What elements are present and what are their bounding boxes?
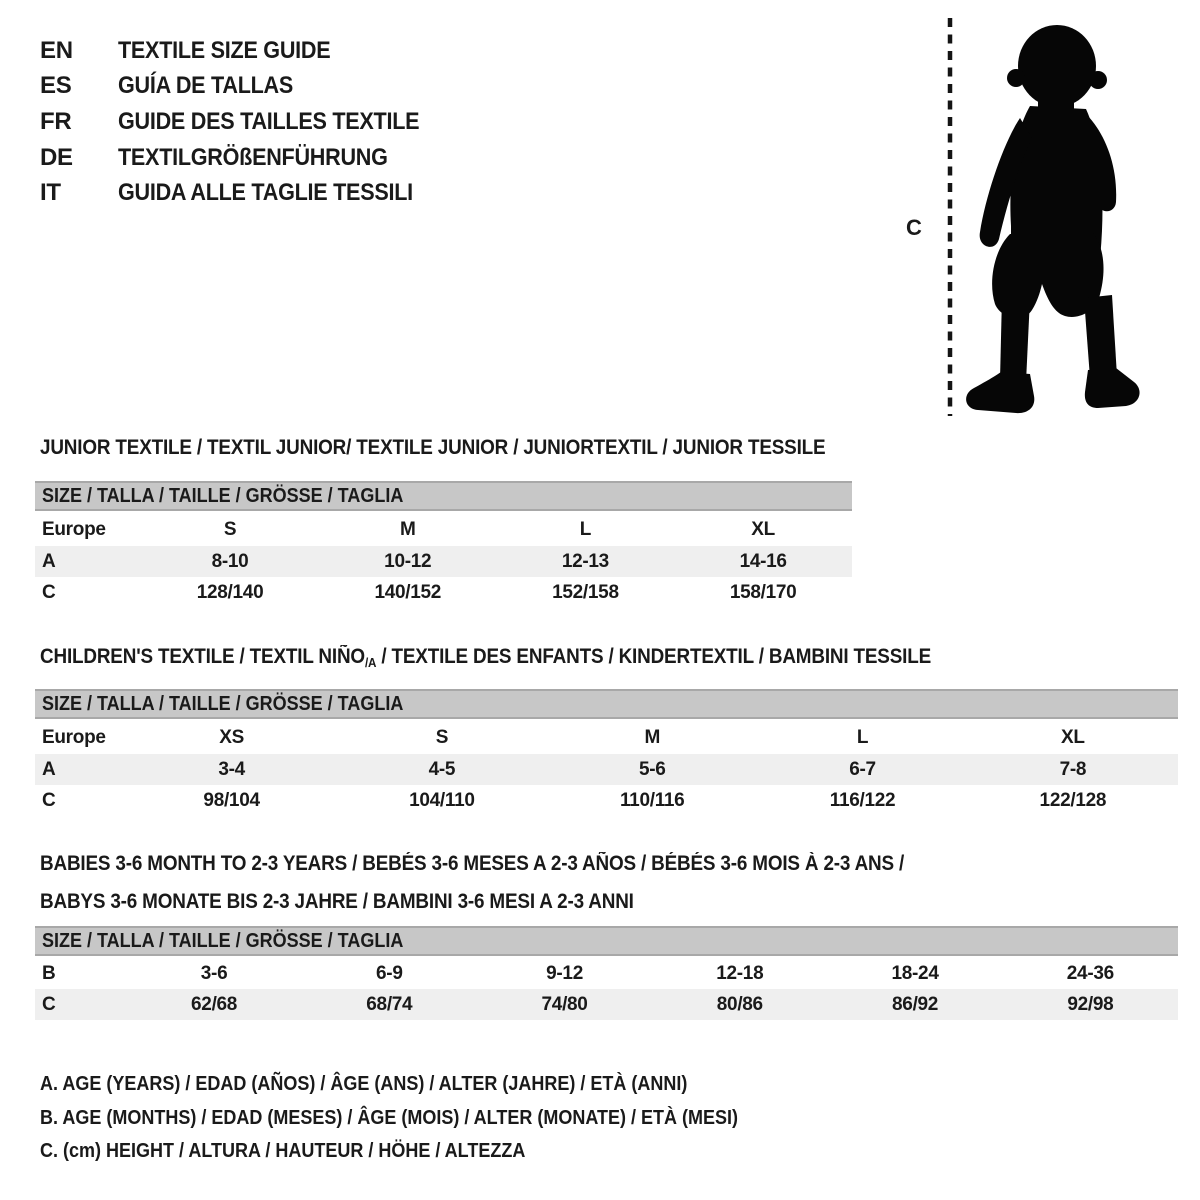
toddler-silhouette-image [938,14,1144,424]
height-cell: 74/80 [541,993,588,1015]
babies-title-line2: BABYS 3-6 MONATE BIS 2-3 JAHRE / BAMBINI 3-6 MESI A 2-3 ANNI [40,890,634,913]
legend-line-c: C. (cm) HEIGHT / ALTURA / HAUTEUR / HÖHE / ALTEZZA [40,1140,526,1162]
size-column-header: XS [219,726,244,748]
children-section-title-text [40,645,931,670]
toddler-silhouette [966,25,1139,413]
legend-line-a-wrap [40,1068,816,1102]
size-column-header: S [435,726,449,748]
language-code: IT [40,179,61,207]
language-code: EN [40,36,73,64]
size-header-bar [35,481,852,511]
size-column-header: XL [751,518,775,540]
age-cell: 12-13 [561,550,609,572]
size-column-header: M [399,518,416,540]
language-row-de [40,140,453,176]
babies-title-line1-wrap [40,845,1000,883]
height-cell: 98/104 [203,789,260,811]
age-months-row [35,958,1178,989]
height-row [35,989,1178,1020]
age-cell: 10-12 [384,550,432,572]
legend-line-b: B. AGE (MONTHS) / EDAD (MESES) / ÂGE (MOIS) / ALTER (MONATE) / ETÀ (MESI) [40,1106,738,1129]
language-row-en [40,33,453,69]
height-cell: 62/68 [191,993,238,1015]
size-header-label: SIZE / TALLA / TAILLE / GRÖSSE / TAGLIA [42,692,404,715]
table-header-row [35,513,852,546]
language-title-list [40,33,453,211]
height-cell: 140/152 [374,581,442,603]
children-table [35,721,1178,816]
height-cell: 128/140 [196,581,264,603]
legend-line-b-wrap [40,1102,816,1136]
age-cell: 24-36 [1066,962,1114,984]
height-row [35,785,1178,816]
size-header-label: SIZE / TALLA / TAILLE / GRÖSSE / TAGLIA [42,929,404,952]
age-years-row [35,754,1178,785]
junior-size-table [35,481,852,608]
row-label: A [42,550,56,572]
guide-title: TEXTILE SIZE GUIDE [118,36,331,64]
age-cell: 3-4 [218,758,245,780]
babies-size-table [35,926,1178,1020]
legend-line-a: A. AGE (YEARS) / EDAD (AÑOS) / ÂGE (ANS) / ALTER (JAHRE) / ETÀ (ANNI) [40,1073,688,1095]
region-header-cell: Europe [42,518,106,540]
junior-table [35,513,852,608]
region-header-cell: Europe [42,726,106,748]
age-cell: 8-10 [211,550,249,572]
height-cell: 80/86 [716,993,763,1015]
height-cell: 86/92 [892,993,939,1015]
guide-title: GUIDA ALLE TAGLIE TESSILI [118,179,413,207]
row-label: B [42,962,56,984]
junior-section-title-text: JUNIOR TEXTILE / TEXTIL JUNIOR/ TEXTILE JUNIOR / JUNIORTEXTIL / JUNIOR TESSILE [40,436,826,459]
table-header-row [35,721,1178,754]
children-title-suffix: / TEXTILE DES ENFANTS / KINDERTEXTIL / BAMBINI TESSILE [376,645,932,668]
height-measure-label: C [906,215,922,240]
row-label: C [42,789,56,811]
size-header-bar [35,926,1178,956]
age-cell: 6-9 [376,962,403,984]
babies-section-title [40,845,1000,921]
legend-line-c-wrap [40,1135,816,1169]
language-row-fr [40,104,453,140]
size-column-header: S [223,518,237,540]
size-column-header: L [856,726,869,748]
babies-table [35,958,1178,1020]
height-row [35,577,852,608]
legend [40,1068,816,1169]
babies-title-line2-wrap [40,883,1000,921]
height-cell: 152/158 [552,581,619,603]
language-code: ES [40,72,72,100]
age-cell: 9-12 [546,962,583,984]
height-cell: 104/110 [409,789,475,811]
age-cell: 5-6 [638,758,666,780]
children-title-subscript: /A [364,655,377,670]
height-cell: 68/74 [366,993,413,1015]
height-cell: 158/170 [729,581,797,603]
guide-title: TEXTILGRÖßENFÜHRUNG [118,143,388,171]
size-column-header: L [579,518,592,540]
language-code: DE [40,143,73,171]
age-cell: 14-16 [739,550,787,572]
height-cell: 110/116 [619,789,685,811]
guide-title: GUIDE DES TAILLES TEXTILE [118,107,420,135]
junior-section-title [40,436,913,460]
row-label: C [42,993,56,1015]
size-column-header: XL [1061,726,1085,748]
size-header-label: SIZE / TALLA / TAILLE / GRÖSSE / TAGLIA [42,484,404,507]
age-cell: 12-18 [716,962,764,984]
children-title-prefix: CHILDREN'S TEXTILE / TEXTIL NIÑO [40,645,365,668]
babies-title-line1: BABIES 3-6 MONTH TO 2-3 YEARS / BEBÉS 3-6 MESES A 2-3 AÑOS / BÉBÉS 3-6 MOIS À 2-3 ANS / [40,852,905,875]
language-row-es [40,69,453,105]
language-row-it [40,175,453,211]
guide-title: GUÍA DE TALLAS [118,72,294,100]
height-cell: 92/98 [1067,993,1114,1015]
row-label: A [42,758,56,780]
age-cell: 7-8 [1059,758,1087,780]
size-column-header: M [644,726,660,748]
age-cell: 6-7 [849,758,876,780]
children-section-title [40,645,1030,670]
size-header-bar [35,689,1178,719]
height-cell: 116/122 [829,789,896,811]
age-years-row [35,546,852,577]
language-code: FR [40,107,72,135]
age-cell: 3-6 [200,962,228,984]
age-cell: 18-24 [891,962,939,984]
children-size-table [35,689,1178,816]
row-label: C [42,581,56,603]
age-cell: 4-5 [428,758,456,780]
height-cell: 122/128 [1039,789,1107,811]
